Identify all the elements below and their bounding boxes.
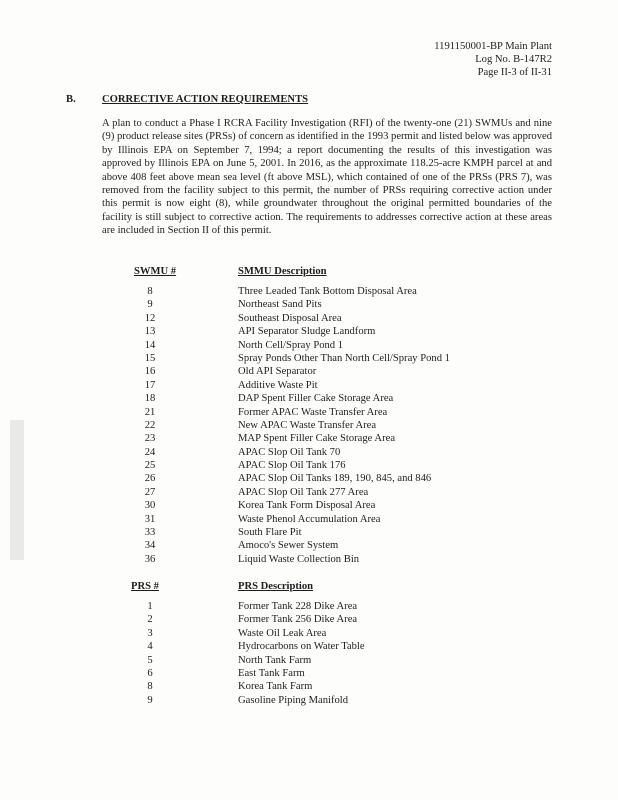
table-row bbox=[102, 379, 542, 392]
row-description: Hydrocarbons on Water Table bbox=[238, 641, 365, 653]
row-number: 30 bbox=[144, 500, 156, 512]
row-number: 14 bbox=[144, 339, 156, 351]
section-paragraph: A plan to conduct a Phase I RCRA Facility Investigation (RFI) of the twenty-one (21) SWMUs and nine (9) product release sites (PRSs) of concern as identified in the 1993 permit and listed below was approved by Illinois EPA on September 7, 1994; a report documenting the results of this investigation was approved by Illinois EPA on June 5, 2001. In 2016, as the approximate 118.25-acre KMPH parcel at and above 408 feet above mean sea level (ft above MSL), which contained of one of the PRSs (PRS 7), was removed from the facility subject to this permit, the number of PRSs requiring corrective action under this permit is now eight (8), while groundwater throughout the original permitted boundaries of the facility is still subject to corrective action. The requirements to addresses corrective action at these areas are included in Section II of this permit. bbox=[102, 118, 552, 237]
row-description: Former Tank 228 Dike Area bbox=[238, 601, 358, 612]
table-row bbox=[102, 513, 542, 526]
row-description: Three Leaded Tank Bottom Disposal Area bbox=[238, 286, 417, 297]
table-row bbox=[102, 539, 542, 552]
table-row bbox=[102, 446, 542, 459]
row-description: Old API Separator bbox=[238, 366, 317, 378]
row-description: New APAC Waste Transfer Area bbox=[238, 419, 377, 431]
table-row bbox=[102, 298, 542, 311]
row-description: Gasoline Piping Manifold bbox=[238, 694, 349, 706]
row-number: 25 bbox=[144, 460, 156, 472]
row-number: 18 bbox=[144, 393, 156, 405]
row-number: 21 bbox=[144, 406, 156, 418]
table-row bbox=[102, 472, 542, 485]
table-row bbox=[102, 613, 542, 626]
row-number: 36 bbox=[144, 553, 156, 565]
table-row bbox=[102, 392, 542, 405]
row-description: Northeast Sand Pits bbox=[238, 299, 322, 311]
row-number: 27 bbox=[144, 486, 156, 498]
table-row bbox=[102, 339, 542, 352]
table-row bbox=[102, 654, 542, 667]
row-number: 9 bbox=[147, 694, 153, 706]
row-number: 15 bbox=[144, 352, 156, 364]
log-number: Log No. B-147R2 bbox=[475, 54, 552, 65]
row-description: Amoco's Sewer System bbox=[238, 540, 339, 552]
row-description: Waste Phenol Accumulation Area bbox=[238, 513, 381, 525]
row-number: 26 bbox=[144, 473, 156, 485]
row-description: APAC Slop Oil Tanks 189, 190, 845, and 846 bbox=[238, 473, 432, 485]
row-number: 34 bbox=[144, 540, 156, 552]
prs-description-header: PRS Description bbox=[238, 581, 314, 592]
row-number: 16 bbox=[144, 366, 156, 378]
table-row bbox=[102, 680, 542, 693]
table-row bbox=[102, 365, 542, 378]
page-number: Page II-3 of II-31 bbox=[477, 67, 552, 78]
table-row bbox=[102, 640, 542, 653]
prs-table bbox=[102, 600, 542, 707]
row-number: 6 bbox=[147, 667, 153, 679]
table-row bbox=[102, 325, 542, 338]
row-number: 8 bbox=[147, 286, 153, 297]
swmu-number-header: SWMU # bbox=[134, 266, 177, 277]
table-row bbox=[102, 432, 542, 445]
row-number: 22 bbox=[144, 419, 156, 431]
row-description: API Separator Sludge Landform bbox=[238, 326, 376, 338]
row-description: Former APAC Waste Transfer Area bbox=[238, 406, 388, 418]
row-number: 5 bbox=[147, 654, 153, 666]
row-number: 13 bbox=[144, 326, 156, 338]
row-number: 2 bbox=[147, 614, 153, 626]
row-description: Additive Waste Pit bbox=[238, 379, 318, 391]
table-row bbox=[102, 694, 542, 707]
doc-id: 1191150001-BP Main Plant bbox=[434, 41, 552, 52]
table-row bbox=[102, 459, 542, 472]
row-description: Liquid Waste Collection Bin bbox=[238, 553, 360, 565]
row-description: Former Tank 256 Dike Area bbox=[238, 614, 358, 626]
row-description: APAC Slop Oil Tank 70 bbox=[238, 446, 341, 458]
row-description: South Flare Pit bbox=[238, 527, 302, 539]
row-description: APAC Slop Oil Tank 277 Area bbox=[238, 486, 369, 498]
row-description: APAC Slop Oil Tank 176 bbox=[238, 460, 346, 472]
row-description: MAP Spent Filler Cake Storage Area bbox=[238, 433, 396, 445]
row-description: North Tank Farm bbox=[238, 654, 312, 666]
table-row bbox=[102, 553, 542, 566]
row-description: Waste Oil Leak Area bbox=[238, 627, 327, 639]
table-row bbox=[102, 312, 542, 325]
row-number: 1 bbox=[147, 601, 153, 612]
row-description: Korea Tank Farm bbox=[238, 681, 313, 693]
row-number: 8 bbox=[147, 681, 153, 693]
row-description: DAP Spent Filler Cake Storage Area bbox=[238, 393, 394, 405]
swmu-table bbox=[102, 285, 542, 566]
row-number: 24 bbox=[144, 446, 156, 458]
row-number: 3 bbox=[147, 627, 153, 639]
row-description: North Cell/Spray Pond 1 bbox=[238, 339, 344, 351]
table-row bbox=[102, 600, 542, 613]
row-number: 9 bbox=[147, 299, 153, 311]
row-number: 17 bbox=[144, 379, 156, 391]
row-number: 12 bbox=[144, 312, 156, 324]
table-row bbox=[102, 627, 542, 640]
row-number: 23 bbox=[144, 433, 156, 445]
table-row bbox=[102, 419, 542, 432]
table-row bbox=[102, 667, 542, 680]
scan-margin-shadow bbox=[10, 420, 24, 560]
table-row bbox=[102, 285, 542, 298]
row-description: Korea Tank Form Disposal Area bbox=[238, 500, 376, 512]
table-row bbox=[102, 406, 542, 419]
prs-number-header: PRS # bbox=[131, 581, 159, 592]
section-letter: B. bbox=[66, 94, 76, 105]
row-number: 31 bbox=[144, 513, 156, 525]
row-description: Spray Ponds Other Than North Cell/Spray Pond 1 bbox=[238, 352, 450, 364]
row-description: Southeast Disposal Area bbox=[238, 312, 342, 324]
section-title: CORRECTIVE ACTION REQUIREMENTS bbox=[102, 94, 309, 105]
row-description: East Tank Farm bbox=[238, 667, 305, 679]
row-number: 4 bbox=[147, 641, 153, 653]
table-row bbox=[102, 352, 542, 365]
page-header bbox=[434, 40, 552, 79]
table-row bbox=[102, 499, 542, 512]
row-number: 33 bbox=[144, 527, 156, 539]
table-row bbox=[102, 526, 542, 539]
table-row bbox=[102, 486, 542, 499]
swmu-description-header: SMMU Description bbox=[238, 266, 327, 277]
